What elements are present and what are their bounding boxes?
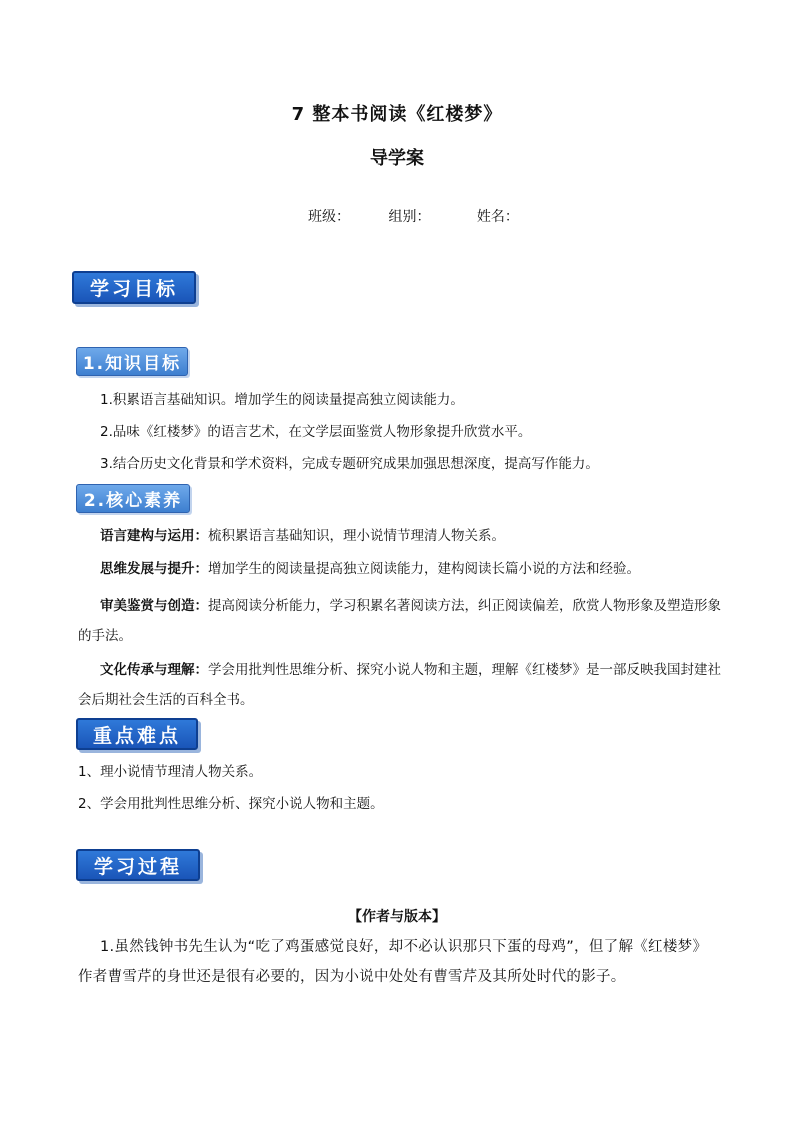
core-item-text: 提高阅读分析能力，学习积累名著阅读方法，纠正阅读偏差，欣赏人物形象及塑造形象的手法。 [78,598,721,644]
group-field-label: 组别： [388,209,431,225]
core-item-text: 增加学生的阅读量提高独立阅读能力，建构阅读长篇小说的方法和经验。 [208,561,640,577]
name-field-label: 姓名： [476,209,519,225]
section-badge-process: 学习过程 [76,849,200,881]
core-item-label: 审美鉴赏与创造： [100,598,208,614]
class-field-label: 班级： [308,209,350,225]
author-version-heading: 【作者与版本】 [348,909,446,925]
core-item-text: 梳积累语言基础知识，理小说情节理清人物关系。 [208,528,505,544]
document-subtitle: 导学案 [370,148,424,169]
core-item [78,558,722,580]
core-item-label: 语言建构与运用： [100,528,208,544]
author-version-paragraph: 1.虽然钱钟书先生认为“吃了鸡蛋感觉良好，却不必认识那只下蛋的母鸡”，但了解《红楼梦》作者曹雪芹的身世还是很有必要的，因为小说中处处有曹雪芹及其所处时代的影子。 [78,939,708,985]
core-item [78,655,722,715]
section-badge-keypoints: 重点难点 [76,718,198,750]
student-info-fields [308,206,519,226]
section-badge-goals: 学习目标 [72,271,196,304]
section-badge-core: 2.核心素养 [76,484,190,513]
knowledge-item: 2.品味《红楼梦》的语言艺术，在文学层面鉴赏人物形象提升欣赏水平。 [100,424,532,440]
core-item [78,525,722,547]
document-title: 7 整本书阅读《红楼梦》 [291,104,503,125]
knowledge-item: 1.积累语言基础知识。增加学生的阅读量提高独立阅读能力。 [100,392,464,408]
core-item [78,591,722,651]
keypoint-item: 1、理小说情节理清人物关系。 [78,764,263,780]
core-item-label: 文化传承与理解： [100,662,208,678]
knowledge-item: 3.结合历史文化背景和学术资料，完成专题研究成果加强思想深度，提高写作能力。 [100,456,599,472]
core-item-text: 学会用批判性思维分析、探究小说人物和主题，理解《红楼梦》是一部反映我国封建社会后期社会生活的百科全书。 [78,662,721,708]
keypoint-item: 2、学会用批判性思维分析、探究小说人物和主题。 [78,796,384,812]
core-item-label: 思维发展与提升： [100,561,208,577]
section-badge-knowledge: 1.知识目标 [76,347,188,376]
